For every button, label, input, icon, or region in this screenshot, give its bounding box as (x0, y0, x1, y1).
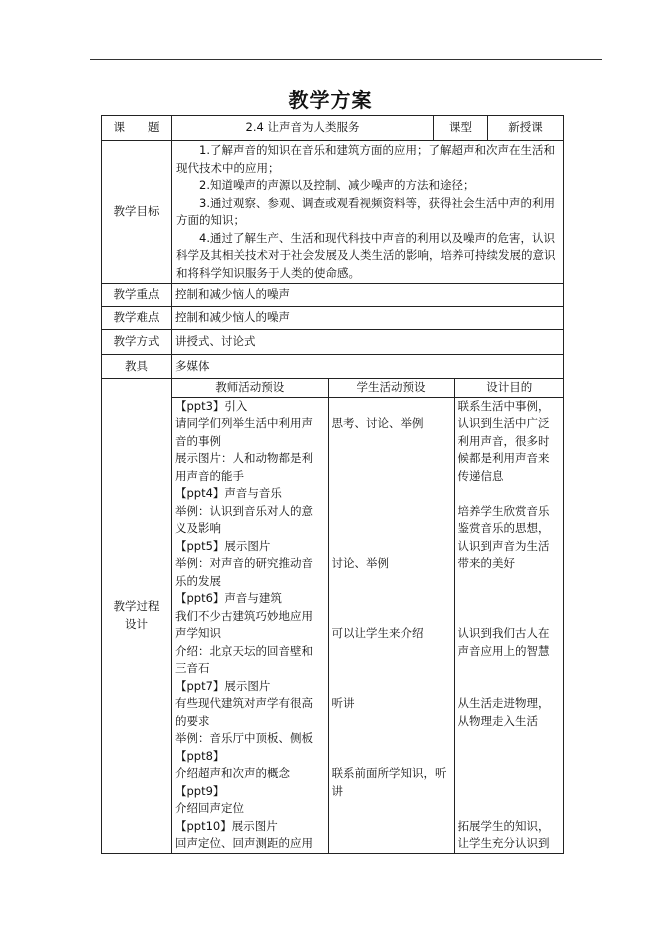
method-label: 教学方式 (102, 330, 172, 355)
student-column (328, 397, 454, 853)
purpose-line: 从生活走进物理， (457, 696, 550, 710)
student-line: 听讲 (331, 696, 355, 710)
purpose-line: 鉴赏音乐的思想， (457, 521, 550, 535)
goals-list (172, 141, 564, 284)
purpose-line (458, 678, 562, 696)
teacher-line: 我们不少古建筑巧妙地应用 (175, 608, 313, 623)
purpose-line: 认识到我们古人在 (457, 626, 550, 640)
teacher-line: 【ppt8】 (175, 748, 225, 763)
teacher-line: 【ppt10】展示图片 (175, 818, 278, 833)
teacher-line: 介绍：北京天坛的回音壁和 (175, 643, 313, 658)
purpose-column (454, 397, 564, 853)
purpose-line: 声音应用上的智慧 (457, 643, 550, 658)
purpose-line: 候都是利用声音来 (457, 451, 550, 465)
goal-item: 1.了解声音的知识在音乐和建筑方面的应用；了解超声和次声在生活和现代技术中的应用； (176, 143, 555, 175)
student-line (332, 520, 451, 538)
teacher-line: 乐的发展 (175, 573, 221, 588)
process-label-line: 教学过程 (113, 599, 160, 614)
purpose-line (458, 608, 562, 626)
page-title: 教学方案 (288, 88, 373, 112)
student-line: 讲 (331, 783, 343, 798)
student-line (332, 503, 451, 521)
student-line: 思考、讨论、举例 (331, 416, 424, 430)
teacher-line: 义及影响 (175, 521, 221, 535)
student-line (332, 748, 451, 766)
goal-item: 2.知道噪声的声源以及控制、减少噪声的方法和途径； (199, 178, 475, 192)
goal-item: 4.通过了解生产、生活和现代科技中声音的利用以及噪声的危害，认识科学及其相关技术对于社会发展及人类生活的影响，培养可持续发展的意识和将科学知识服务于人类的使命感。 (176, 230, 556, 280)
student-line (332, 713, 451, 731)
type-label: 课型 (434, 116, 488, 141)
purpose-line (458, 783, 562, 801)
process-label (102, 379, 172, 854)
student-line (332, 730, 451, 748)
student-line (332, 468, 451, 486)
teacher-line: 【ppt5】展示图片 (175, 538, 271, 553)
course-value: 2.4 让声音为人类服务 (172, 116, 434, 141)
student-line (332, 538, 451, 556)
goals-label: 教学目标 (102, 141, 172, 284)
teacher-line: 展示图片：人和动物都是利 (175, 451, 313, 465)
difficult-label: 教学难点 (102, 307, 172, 330)
student-line (332, 818, 451, 836)
teacher-line: 请同学们列举生活中利用声 (175, 416, 313, 430)
student-line: 联系前面所学知识，听 (331, 766, 447, 780)
student-line (332, 485, 451, 503)
course-label: 课 题 (102, 116, 172, 141)
purpose-line (458, 590, 562, 608)
purpose-line: 拓展学生的知识， (457, 818, 550, 833)
method-value: 讲授式、讨论式 (172, 330, 564, 355)
purpose-line (458, 800, 562, 818)
teacher-line: 用声音的能手 (175, 468, 244, 483)
goal-item: 3.通过观察、参观、调查或观看视频资料等，获得社会生活中声的利用方面的知识； (176, 195, 555, 227)
student-line (332, 835, 451, 853)
teacher-line: 举例：认识到音乐对人的意 (175, 503, 313, 518)
teacher-column (172, 397, 328, 853)
student-line (332, 660, 451, 678)
type-value: 新授课 (488, 116, 564, 141)
purpose-line: 联系生活中事例， (457, 398, 550, 413)
teacher-line: 【ppt9】 (175, 783, 225, 798)
process-label-line: 设计 (125, 616, 148, 631)
teacher-line: 举例：音乐厅中顶板、侧板 (175, 731, 313, 745)
student-line: 可以让学生来介绍 (331, 626, 424, 640)
teacher-line: 音的事例 (175, 433, 221, 448)
purpose-line: 培养学生欣赏音乐 (457, 503, 550, 518)
purpose-line (458, 730, 562, 748)
purpose-line (458, 573, 562, 591)
purpose-line: 带来的美好 (457, 556, 515, 570)
process-cell (172, 379, 564, 854)
tools-value: 多媒体 (172, 355, 564, 379)
student-line (332, 608, 451, 626)
purpose-line (458, 748, 562, 766)
student-line (332, 573, 451, 591)
teacher-line: 回声定位、回声测距的应用 (175, 836, 313, 850)
teacher-line: 介绍回声定位 (175, 801, 244, 815)
student-line (332, 678, 451, 696)
purpose-line: 认识到声音为生活 (457, 538, 550, 553)
teacher-line: 举例：对声音的研究推动音 (175, 556, 313, 570)
student-line (332, 800, 451, 818)
key-value: 控制和减少恼人的噪声 (172, 284, 564, 307)
lesson-plan-table (101, 115, 564, 854)
teacher-line: 三音石 (175, 661, 210, 675)
purpose-line: 从物理走入生活 (457, 713, 538, 728)
process-table (172, 379, 564, 853)
student-line (332, 643, 451, 661)
student-line: 讨论、举例 (331, 556, 389, 570)
student-header: 学生活动预设 (328, 379, 454, 397)
purpose-line: 利用声音，很多时 (457, 433, 550, 448)
purpose-line: 传递信息 (457, 468, 504, 483)
teacher-line: 的要求 (175, 713, 210, 728)
teacher-line: 【ppt3】引入 (175, 398, 248, 413)
purpose-line: 认识到生活中广泛 (457, 416, 550, 430)
student-line (332, 398, 451, 416)
teacher-line: 【ppt4】声音与音乐 (175, 486, 282, 500)
purpose-line (458, 765, 562, 783)
student-line (332, 450, 451, 468)
purpose-header: 设计目的 (454, 379, 564, 397)
teacher-line: 【ppt7】展示图片 (175, 678, 271, 693)
purpose-line (458, 660, 562, 678)
teacher-line: 介绍超声和次声的概念 (175, 766, 290, 780)
teacher-line: 声学知识 (175, 626, 221, 640)
purpose-line: 让学生充分认识到 (457, 836, 550, 850)
student-line (332, 590, 451, 608)
purpose-line (458, 485, 562, 503)
student-line (332, 433, 451, 451)
key-label: 教学重点 (102, 284, 172, 307)
tools-label: 教具 (102, 355, 172, 379)
teacher-line: 有些现代建筑对声学有很高 (175, 696, 313, 710)
difficult-value: 控制和减少恼人的噪声 (172, 307, 564, 330)
header-rule (90, 59, 602, 60)
teacher-header: 教师活动预设 (172, 379, 328, 397)
teacher-line: 【ppt6】声音与建筑 (175, 591, 282, 605)
